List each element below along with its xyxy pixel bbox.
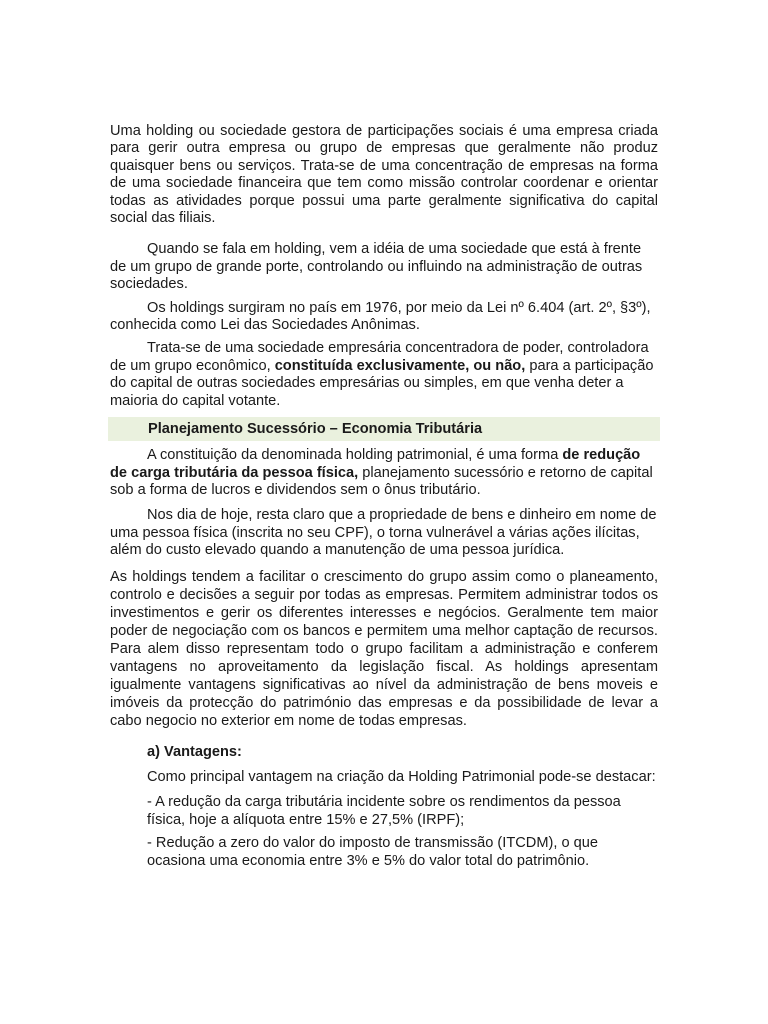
subheading-vantagens: a) Vantagens: [147, 743, 242, 760]
bold-span: de redução de carga tributária da pessoa física, [110, 447, 641, 481]
paragraph-pessoa-fisica: Nos dia de hoje, resta claro que a propriedade de bens e dinheiro em nome de uma pessoa física (inscrita no seu CPF), o torna vulnerável a várias ações ilícitas, além do custo elevado quando a manutenção de uma pessoa jurídica. [110, 507, 657, 559]
paragraph-holding-origin: Os holdings surgiram no país em 1976, por meio da Lei nº 6.404 (art. 2º, §3º), conhecida como Lei das Sociedades Anônimas. [110, 299, 651, 334]
paragraph-holding-patrimonial [110, 447, 658, 499]
paragraph-holdings-benefits: As holdings tendem a facilitar o crescimento do grupo assim como o planeamento, controlo e decisões a seguir por todas as empresas. Permitem administrar todos os investimentos e gerir os diferentes interesses e negócios. Geralmente tem maior poder de negociação com os bancos e permitem uma melhor captação de recursos. Para alem disso representam todo o grupo facilitam a administração e conferem vantagens no aproveitamento da legislação fiscal. As holdings apresentam igualmente vantagens significativas ao nível da administração de bens moveis e imóveis da protecção do património das empresas e da possibilidade de levar a cabo negocio no exterior em nome de todas empresas. [110, 568, 658, 729]
list-item: - A redução da carga tributária incidente sobre os rendimentos da pessoa física, hoje a alíquota entre 15% e 27,5% (IRPF); [147, 794, 621, 828]
paragraph-principal-vantagem: Como principal vantagem na criação da Holding Patrimonial pode-se destacar: [147, 768, 656, 785]
paragraph-holding-idea: Quando se fala em holding, vem a idéia de uma sociedade que está à frente de um grupo de grande porte, controlando ou influindo na administração de outras sociedades. [110, 241, 643, 293]
section-heading: Planejamento Sucessório – Economia Tributária [108, 417, 660, 441]
text-span: planejamento sucessório e retorno de capital sob a forma de lucros e dividendos sem o ônus tributário. [110, 464, 653, 498]
paragraph-holding-definition: Uma holding ou sociedade gestora de participações sociais é uma empresa criada para gerir outra empresa ou grupo de empresas que geralmente não produz quaisquer bens ou serviços. Trata-se de uma concentração de empresas na forma de uma sociedade financeira que tem como missão controlar coordenar e orientar todas as atividades porque possui uma parte geralmente significativa do capital social das filiais. [110, 123, 658, 227]
text-span: A constituição da denominada holding patrimonial, é uma forma [147, 447, 563, 464]
text-span: Trata-se de uma sociedade empresária concentradora de poder, controladora de um grupo econômico, [110, 340, 649, 374]
document-page [110, 123, 658, 870]
paragraph-holding-nature [110, 340, 658, 410]
bold-span: constituída exclusivamente, ou não, [274, 357, 526, 374]
text-span: para a participação do capital de outras sociedades empresárias ou simples, em que venha deter a maioria do capital votante. [110, 357, 654, 409]
list-item: - Redução a zero do valor do imposto de transmissão (ITCDM), o que ocasiona uma economia entre 3% e 5% do valor total do patrimônio. [147, 835, 598, 869]
